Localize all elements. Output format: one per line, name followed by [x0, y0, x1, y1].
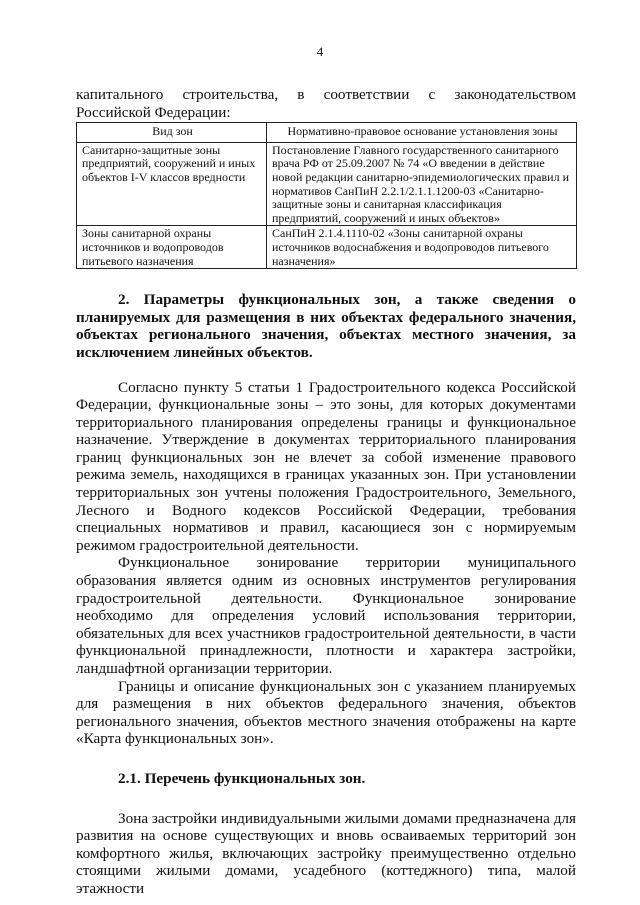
intro-paragraph: капитального строительства, в соответствии с законодательством Российской Федерации:	[76, 86, 576, 121]
document-body	[76, 86, 576, 898]
table-header-legal-basis: Нормативно-правовое основание установления зоны	[267, 123, 577, 143]
table-cell-legal-basis: Постановление Главного государственного санитарного врача РФ от 25.09.2007 № 74 «О введении в действие новой редакции санитарно-эпидемиологических правил и нормативов СанПиН 2.2.1/2.1.1.1200-03 «Санитарно-защитные зоны и санитарная классификация предприятий, сооружений и иных объектов»	[267, 142, 577, 226]
section-2-1-paragraph: Зона застройки индивидуальными жилыми домами предназначена для развития на основе существующих и вновь осваиваемых территорий зон комфортного жилья, включающих застройку преимущественно отдельно стоящими жилыми домами, усадебного (коттеджного) типа, малой этажности	[76, 809, 576, 897]
section-2-heading: 2. Параметры функциональных зон, а также сведения о планируемых для размещения в них объектах федерального значения, объектах регионального значения, объектах местного значения, за исключением линейных объектов.	[76, 291, 576, 361]
table-header-zone-type: Вид зон	[77, 123, 267, 143]
section-2-paragraph: Функциональное зонирование территории муниципального образования является одним из основных инструментов регулирования градостроительной деятельности. Функциональное зонирование необходимо для определения условий использования территории, обязательных для всех участников градостроительной деятельности, в части функциональной принадлежности, плотности и характера застройки, ландшафтной организации территории.	[76, 554, 576, 677]
zones-table	[76, 122, 577, 269]
page-number: 4	[316, 44, 324, 59]
table-header-row	[77, 123, 577, 143]
table-row	[77, 142, 577, 226]
table-cell-legal-basis: СанПиН 2.1.4.1110-02 «Зоны санитарной охраны источников водоснабжения и водопроводов питьевого назначения»	[267, 226, 577, 269]
section-2-paragraph: Согласно пункту 5 статьи 1 Градостроительного кодекса Российской Федерации, функциональные зоны – это зоны, для которых документами территориального планирования определены границы и функциональное назначение. Утверждение в документах территориального планирования границ функциональных зон не влечет за собой изменение правового режима земель, находящихся в границах указанных зон. При установлении территориальных зон учтены положения Градостроительного, Земельного, Лесного и Водного кодексов Российской Федерации, требования специальных нормативов и правил, касающиеся зон с нормируемым режимом градостроительной деятельности.	[76, 378, 576, 554]
section-2-paragraph: Границы и описание функциональных зон с указанием планируемых для размещения в них объектов федерального значения, объектов регионального значения, объектов местного значения отображены на карте «Карта функциональных зон».	[76, 677, 576, 748]
section-2-1-heading: 2.1. Перечень функциональных зон.	[118, 769, 366, 787]
table-cell-zone-type: Санитарно-защитные зоны предприятий, сооружений и иных объектов I-V классов вредности	[77, 142, 267, 226]
table-row	[77, 226, 577, 269]
table-cell-zone-type: Зоны санитарной охраны источников и водопроводов питьевого назначения	[77, 226, 267, 269]
